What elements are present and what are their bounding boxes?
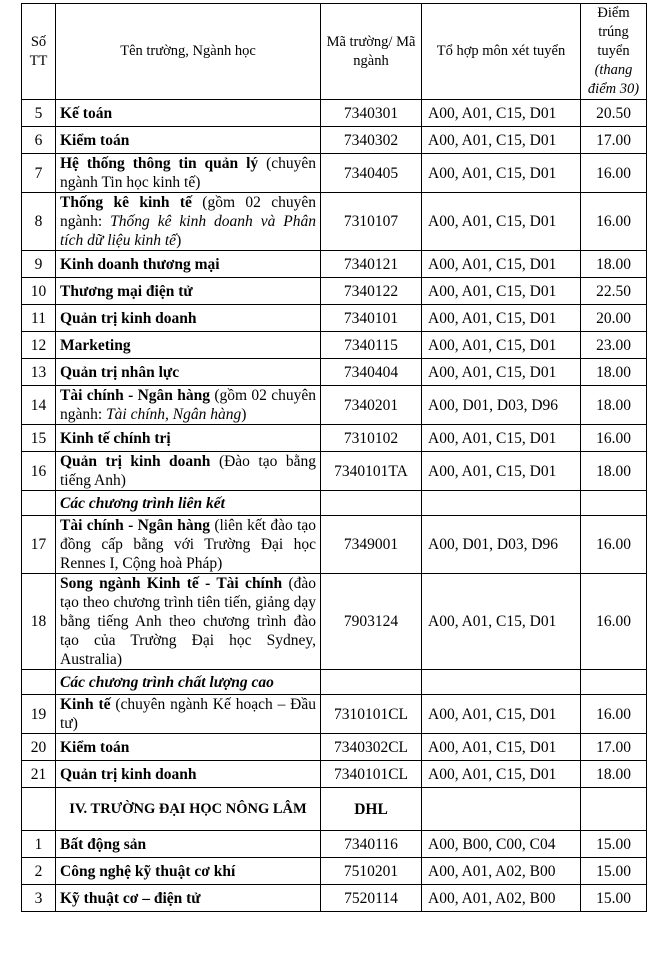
university-row [22, 788, 647, 831]
row-stt: 17 [22, 516, 56, 574]
row-stt: 19 [22, 695, 56, 734]
row-code: 7340201 [321, 386, 422, 425]
row-name [56, 858, 321, 885]
row-stt: 11 [22, 305, 56, 332]
row-combo: A00, A01, C15, D01 [422, 695, 581, 734]
row-name [56, 574, 321, 670]
row-code: 7510201 [321, 858, 422, 885]
row-score: 16.00 [581, 574, 647, 670]
row-stt: 20 [22, 734, 56, 761]
table-row [22, 359, 647, 386]
university-code: DHL [321, 788, 422, 831]
row-name-bold: Hệ thống thông tin quản lý [60, 155, 259, 172]
row-stt: 3 [22, 885, 56, 912]
table-row [22, 278, 647, 305]
row-code: 7340101 [321, 305, 422, 332]
row-name-bold: Kinh doanh thương mại [60, 255, 220, 273]
table-body [22, 100, 647, 912]
row-combo: A00, D01, D03, D96 [422, 386, 581, 425]
row-name-note: (gồm 02 chuyên ngành: [60, 194, 316, 230]
row-code: 7310102 [321, 425, 422, 452]
header-stt: Số TT [22, 4, 56, 100]
row-name [56, 359, 321, 386]
row-combo: A00, A01, C15, D01 [422, 154, 581, 193]
admission-table [21, 3, 647, 912]
row-name [56, 305, 321, 332]
row-stt: 18 [22, 574, 56, 670]
row-name-bold: Kinh tế [60, 696, 111, 713]
row-stt: 6 [22, 127, 56, 154]
table-row [22, 761, 647, 788]
table-row [22, 885, 647, 912]
table-row [22, 100, 647, 127]
section-title: Các chương trình chất lượng cao [56, 670, 321, 695]
table-row [22, 858, 647, 885]
row-stt: 8 [22, 193, 56, 251]
row-code: 7340121 [321, 251, 422, 278]
row-stt: 7 [22, 154, 56, 193]
row-stt: 12 [22, 332, 56, 359]
row-combo: A00, A01, A02, B00 [422, 858, 581, 885]
university-name: IV. TRƯỜNG ĐẠI HỌC NÔNG LÂM [56, 788, 321, 831]
row-combo: A00, A01, C15, D01 [422, 761, 581, 788]
row-score: 16.00 [581, 425, 647, 452]
table-row [22, 305, 647, 332]
row-score: 18.00 [581, 386, 647, 425]
table-row [22, 154, 647, 193]
row-name [56, 154, 321, 193]
row-code: 7340301 [321, 100, 422, 127]
section-title: Các chương trình liên kết [56, 491, 321, 516]
row-name [56, 761, 321, 788]
row-combo: A00, A01, C15, D01 [422, 251, 581, 278]
row-name [56, 516, 321, 574]
row-score: 16.00 [581, 695, 647, 734]
row-name [56, 885, 321, 912]
table-row [22, 695, 647, 734]
row-name [56, 278, 321, 305]
row-name-bold: Song ngành Kinh tế - Tài chính [60, 575, 283, 592]
row-combo: A00, A01, C15, D01 [422, 100, 581, 127]
row-name [56, 127, 321, 154]
section-stt-cell [22, 670, 56, 695]
section-combo-cell [422, 670, 581, 695]
header-score-label: Điểm trúng tuyển [597, 5, 630, 59]
table-row [22, 251, 647, 278]
header-score-scale: (thang điểm 30) [587, 62, 640, 97]
table-row [22, 516, 647, 574]
row-stt: 10 [22, 278, 56, 305]
row-code: 7340405 [321, 154, 422, 193]
row-name-note: (gồm 02 chuyên ngành: [60, 387, 316, 423]
row-name [56, 386, 321, 425]
row-name [56, 695, 321, 734]
row-combo: A00, A01, C15, D01 [422, 305, 581, 332]
row-score: 18.00 [581, 452, 647, 491]
row-name [56, 332, 321, 359]
row-name-bold: Tài chính - Ngân hàng [60, 387, 210, 404]
section-stt-cell [22, 491, 56, 516]
row-name-bold: Quản trị nhân lực [60, 363, 180, 381]
row-name-bold: Thống kê kinh tế [60, 194, 192, 211]
row-name-italic: Tài chính, Ngân hàng [106, 406, 242, 423]
row-stt: 1 [22, 831, 56, 858]
header-name: Tên trường, Ngành học [56, 4, 321, 100]
header-score [581, 4, 647, 100]
row-name [56, 425, 321, 452]
section-code-cell [321, 670, 422, 695]
row-name-note: (Đào tạo bằng tiếng Anh) [60, 453, 316, 489]
row-name-bold: Kinh tế chính trị [60, 429, 171, 447]
row-stt: 21 [22, 761, 56, 788]
row-code: 7310101CL [321, 695, 422, 734]
row-combo: A00, A01, C15, D01 [422, 193, 581, 251]
section-combo-cell [422, 491, 581, 516]
row-score: 16.00 [581, 516, 647, 574]
header-combo: Tổ hợp môn xét tuyển [422, 4, 581, 100]
row-combo: A00, A01, C15, D01 [422, 278, 581, 305]
row-name-bold: Bất động sản [60, 835, 147, 853]
row-stt: 15 [22, 425, 56, 452]
row-name-note: (chuyên ngành Kế hoạch – Đầu tư) [60, 696, 316, 732]
section-score-cell [581, 670, 647, 695]
row-score: 16.00 [581, 154, 647, 193]
section-row [22, 491, 647, 516]
table-row [22, 734, 647, 761]
row-name-note: (liên kết đào tạo đồng cấp bằng với Trường Đại học Rennes I, Cộng hoà Pháp) [60, 517, 317, 572]
row-code: 7340115 [321, 332, 422, 359]
row-combo: A00, A01, C15, D01 [422, 332, 581, 359]
row-name-close: ) [176, 232, 182, 249]
row-name [56, 100, 321, 127]
row-name-close: ) [241, 406, 247, 423]
row-stt: 16 [22, 452, 56, 491]
row-stt: 13 [22, 359, 56, 386]
row-name-bold: Tài chính - Ngân hàng [60, 517, 210, 534]
row-code: 7310107 [321, 193, 422, 251]
row-name-bold: Kiểm toán [60, 738, 130, 756]
row-score: 23.00 [581, 332, 647, 359]
row-name [56, 734, 321, 761]
row-name-bold: Kỹ thuật cơ – điện tử [60, 889, 201, 907]
row-score: 17.00 [581, 127, 647, 154]
table-row [22, 332, 647, 359]
row-score: 15.00 [581, 858, 647, 885]
row-name-bold: Quản trị kinh doanh [60, 309, 197, 327]
row-score: 15.00 [581, 831, 647, 858]
row-code: 7903124 [321, 574, 422, 670]
row-score: 15.00 [581, 885, 647, 912]
university-stt-cell [22, 788, 56, 831]
row-code: 7340101CL [321, 761, 422, 788]
row-stt: 5 [22, 100, 56, 127]
university-combo-cell [422, 788, 581, 831]
row-name-bold: Quản trị kinh doanh [60, 765, 197, 783]
row-combo: A00, A01, C15, D01 [422, 425, 581, 452]
row-code: 7340302CL [321, 734, 422, 761]
row-name [56, 452, 321, 491]
table-row [22, 452, 647, 491]
row-combo: A00, B00, C00, C04 [422, 831, 581, 858]
row-combo: A00, A01, C15, D01 [422, 574, 581, 670]
row-code: 7340116 [321, 831, 422, 858]
row-score: 22.50 [581, 278, 647, 305]
row-code: 7340404 [321, 359, 422, 386]
row-combo: A00, D01, D03, D96 [422, 516, 581, 574]
row-name-bold: Công nghệ kỹ thuật cơ khí [60, 862, 236, 880]
university-score-cell [581, 788, 647, 831]
row-name-note: (chuyên ngành Tin học kinh tế) [60, 155, 317, 191]
row-name-italic: Thống kê kinh doanh và Phân tích dữ liệu kinh tế [60, 213, 317, 249]
row-stt: 9 [22, 251, 56, 278]
row-score: 20.00 [581, 305, 647, 332]
row-name-bold: Kiểm toán [60, 131, 130, 149]
row-name [56, 831, 321, 858]
row-name [56, 251, 321, 278]
row-stt: 14 [22, 386, 56, 425]
row-combo: A00, A01, C15, D01 [422, 734, 581, 761]
row-score: 16.00 [581, 193, 647, 251]
row-name-bold: Thương mại điện tử [60, 282, 193, 300]
table-row [22, 127, 647, 154]
row-combo: A00, A01, C15, D01 [422, 359, 581, 386]
row-code: 7340302 [321, 127, 422, 154]
table-row [22, 574, 647, 670]
section-row [22, 670, 647, 695]
row-score: 18.00 [581, 251, 647, 278]
row-code: 7340101TA [321, 452, 422, 491]
row-name-bold: Marketing [60, 336, 131, 354]
row-code: 7340122 [321, 278, 422, 305]
header-code: Mã trường/ Mã ngành [321, 4, 422, 100]
row-name-note: (đào tạo theo chương trình tiên tiến, giảng dạy bằng tiếng Anh theo chương trình đào tạo của Trường Đại học Sydney, Australia) [60, 575, 316, 668]
row-combo: A00, A01, C15, D01 [422, 127, 581, 154]
row-code: 7349001 [321, 516, 422, 574]
table-row [22, 831, 647, 858]
row-name [56, 193, 321, 251]
row-combo: A00, A01, A02, B00 [422, 885, 581, 912]
row-code: 7520114 [321, 885, 422, 912]
row-score: 18.00 [581, 359, 647, 386]
row-score: 20.50 [581, 100, 647, 127]
section-score-cell [581, 491, 647, 516]
row-stt: 2 [22, 858, 56, 885]
row-score: 18.00 [581, 761, 647, 788]
header-row [22, 4, 647, 100]
row-name-bold: Quản trị kinh doanh [60, 453, 211, 470]
row-name-bold: Kế toán [60, 104, 113, 122]
row-score: 17.00 [581, 734, 647, 761]
table-row [22, 425, 647, 452]
table-row [22, 386, 647, 425]
table-row [22, 193, 647, 251]
section-code-cell [321, 491, 422, 516]
row-combo: A00, A01, C15, D01 [422, 452, 581, 491]
